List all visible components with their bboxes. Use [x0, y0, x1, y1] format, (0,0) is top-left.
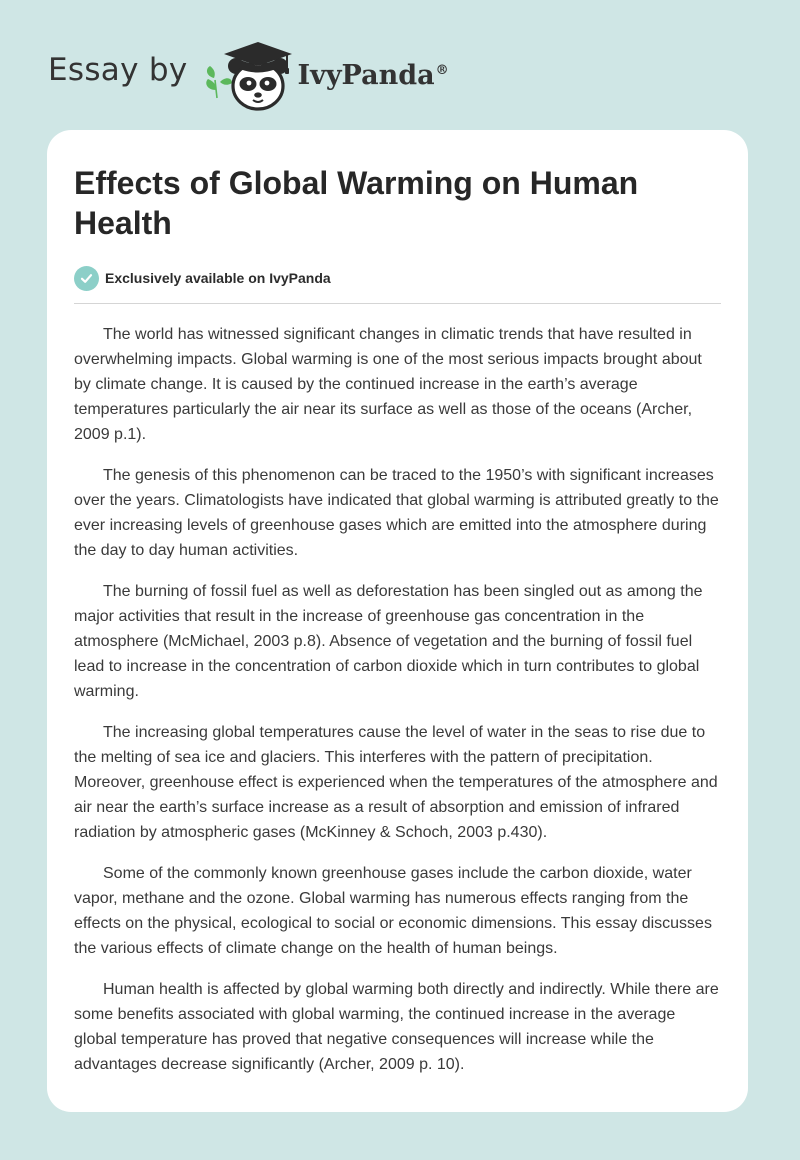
registered-mark: ® — [435, 62, 449, 78]
exclusive-label: Exclusively available on IvyPanda — [105, 270, 331, 286]
brand-name-text: IvyPanda — [297, 59, 435, 91]
site-header — [48, 36, 449, 112]
paragraph: The genesis of this phenomenon can be traced to the 1950’s with significant increases over the years. Climatologists have indicated that global warming is attributed greatly to the ever increasing levels of greenhouse gases which are emitted into the atmosphere during the day to day human activities. — [74, 467, 719, 559]
check-icon — [74, 266, 99, 291]
paragraph: The world has witnessed significant changes in climatic trends that have resulted in overwhelming impacts. Global warming is one of the most serious impacts brought about by climate change. It is caused by the continued increase in the earth’s average temperatures particularly the air near its surface as well as those of the oceans (Archer, 2009 p.1). — [74, 326, 702, 443]
essay-title: Effects of Global Warming on Human Health — [74, 165, 639, 241]
paragraph: The burning of fossil fuel as well as deforestation has been singled out as among the major activities that result in the increase of greenhouse gas concentration in the atmosphere (McMichael, 2003 p.8). Absence of vegetation and the burning of fossil fuel lead to increase in the concentration of carbon dioxide which in turn contributes to global warming. — [74, 583, 703, 700]
panda-logo-icon[interactable] — [202, 36, 294, 112]
essay-body — [74, 322, 721, 1077]
brand-prefix: Essay by — [48, 52, 188, 88]
brand-name[interactable] — [298, 60, 449, 91]
essay-card — [47, 130, 748, 1112]
divider — [74, 303, 721, 304]
paragraph: The increasing global temperatures cause the level of water in the seas to rise due to the melting of sea ice and glaciers. This interferes with the pattern of precipitation. Moreover, greenhouse effect is experienced when the temperatures of the atmosphere and air near the earth’s surface increase as a result of absorption and emission of infrared radiation by atmospheric gases (McKinney & Schoch, 2003 p.430). — [74, 724, 718, 841]
leaf-icon — [206, 66, 232, 98]
exclusive-badge — [74, 265, 721, 291]
paragraph: Human health is affected by global warming both directly and indirectly. While there are some benefits associated with global warming, the continued increase in the average global temperature has proved that negative consequences will increase while the advantages decrease significantly (Archer, 2009 p. 10). — [74, 981, 719, 1073]
paragraph: Some of the commonly known greenhouse gases include the carbon dioxide, water vapor, methane and the ozone. Global warming has numerous effects ranging from the effects on the physical, ecological to social or economic dimensions. This essay discusses the various effects of climate change on the health of human beings. — [74, 865, 712, 957]
